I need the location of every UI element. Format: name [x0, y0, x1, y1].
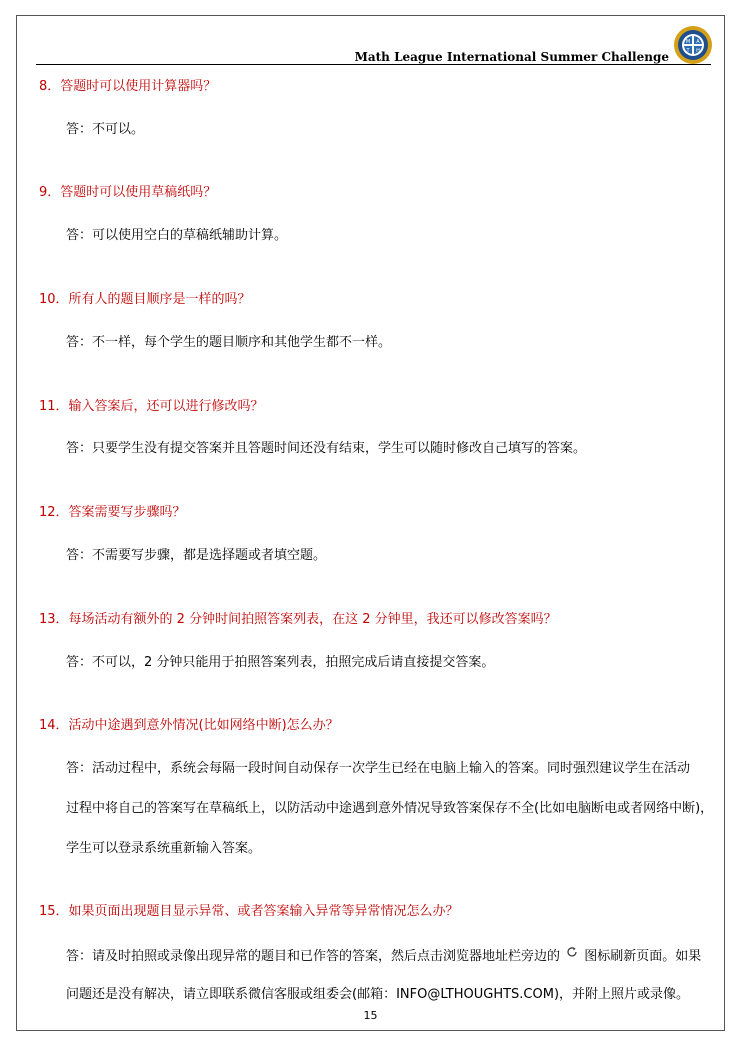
- answer-8: 答：不可以。: [66, 122, 145, 137]
- question-11: 11．输入答案后，还可以进行修改吗？: [39, 399, 264, 414]
- logo-letter-a: A: [696, 39, 700, 45]
- answer-14-line-3: 学生可以登录系统重新输入答案。: [66, 841, 262, 856]
- answer-10: 答：不一样，每个学生的题目顺序和其他学生都不一样。: [66, 335, 392, 350]
- answer-13: 答：不可以，2 分钟只能用于拍照答案列表，拍照完成后请直接提交答案。: [66, 655, 495, 670]
- answer-12: 答：不需要写步骤，都是选择题或者填空题。: [66, 548, 327, 563]
- question-8: 8．答题时可以使用计算器吗？: [39, 79, 217, 94]
- answer-14-line-2: 过程中将自己的答案写在草稿纸上，以防活动中途遇到意外情况导致答案保存不全(比如电脑断电或者网络中断)，: [66, 801, 714, 816]
- refresh-icon: [566, 946, 578, 958]
- header-title: Math League International Summer Challenge: [354, 50, 669, 64]
- page-frame: [16, 15, 725, 1031]
- question-14: 14．活动中途遇到意外情况(比如网络中断)怎么办？: [39, 718, 339, 733]
- answer-15-line-1: [66, 946, 701, 966]
- answer-15-text-before-icon: 答：请及时拍照或录像出现异常的题目和已作答的答案，然后点击浏览器地址栏旁边的: [66, 949, 561, 964]
- answer-14-line-1: 答：活动过程中，系统会每隔一段时间自动保存一次学生已经在电脑上输入的答案。同时强烈建议学生在活动: [66, 761, 691, 776]
- question-12: 12．答案需要写步骤吗？: [39, 505, 186, 520]
- answer-15-line-2: 问题还是没有解决，请立即联系微信客服或组委会(邮箱：INFO@LTHOUGHTS.COM)，并附上照片或录像。: [66, 987, 690, 1002]
- question-13: 13．每场活动有额外的 2 分钟时间拍照答案列表，在这 2 分钟里，我还可以修改答案吗？: [39, 612, 557, 627]
- question-15: 15．如果页面出现题目显示异常、或者答案输入异常等异常情况怎么办？: [39, 904, 459, 919]
- answer-11: 答：只要学生没有提交答案并且答题时间还没有结束，学生可以随时修改自己填写的答案。: [66, 441, 587, 456]
- header-divider: [36, 64, 711, 65]
- page-number: 15: [363, 1009, 378, 1022]
- math-league-seal-icon: [673, 25, 713, 65]
- logo-letter-t: T: [686, 48, 690, 54]
- answer-15-text-after-icon: 图标刷新页面。如果: [584, 949, 702, 964]
- logo-letter-h: H: [696, 48, 700, 54]
- logo-letter-m: M: [685, 39, 691, 45]
- question-10: 10．所有人的题目顺序是一样的吗？: [39, 292, 251, 307]
- answer-9: 答：可以使用空白的草稿纸辅助计算。: [66, 228, 288, 243]
- question-9: 9．答题时可以使用草稿纸吗？: [39, 185, 217, 200]
